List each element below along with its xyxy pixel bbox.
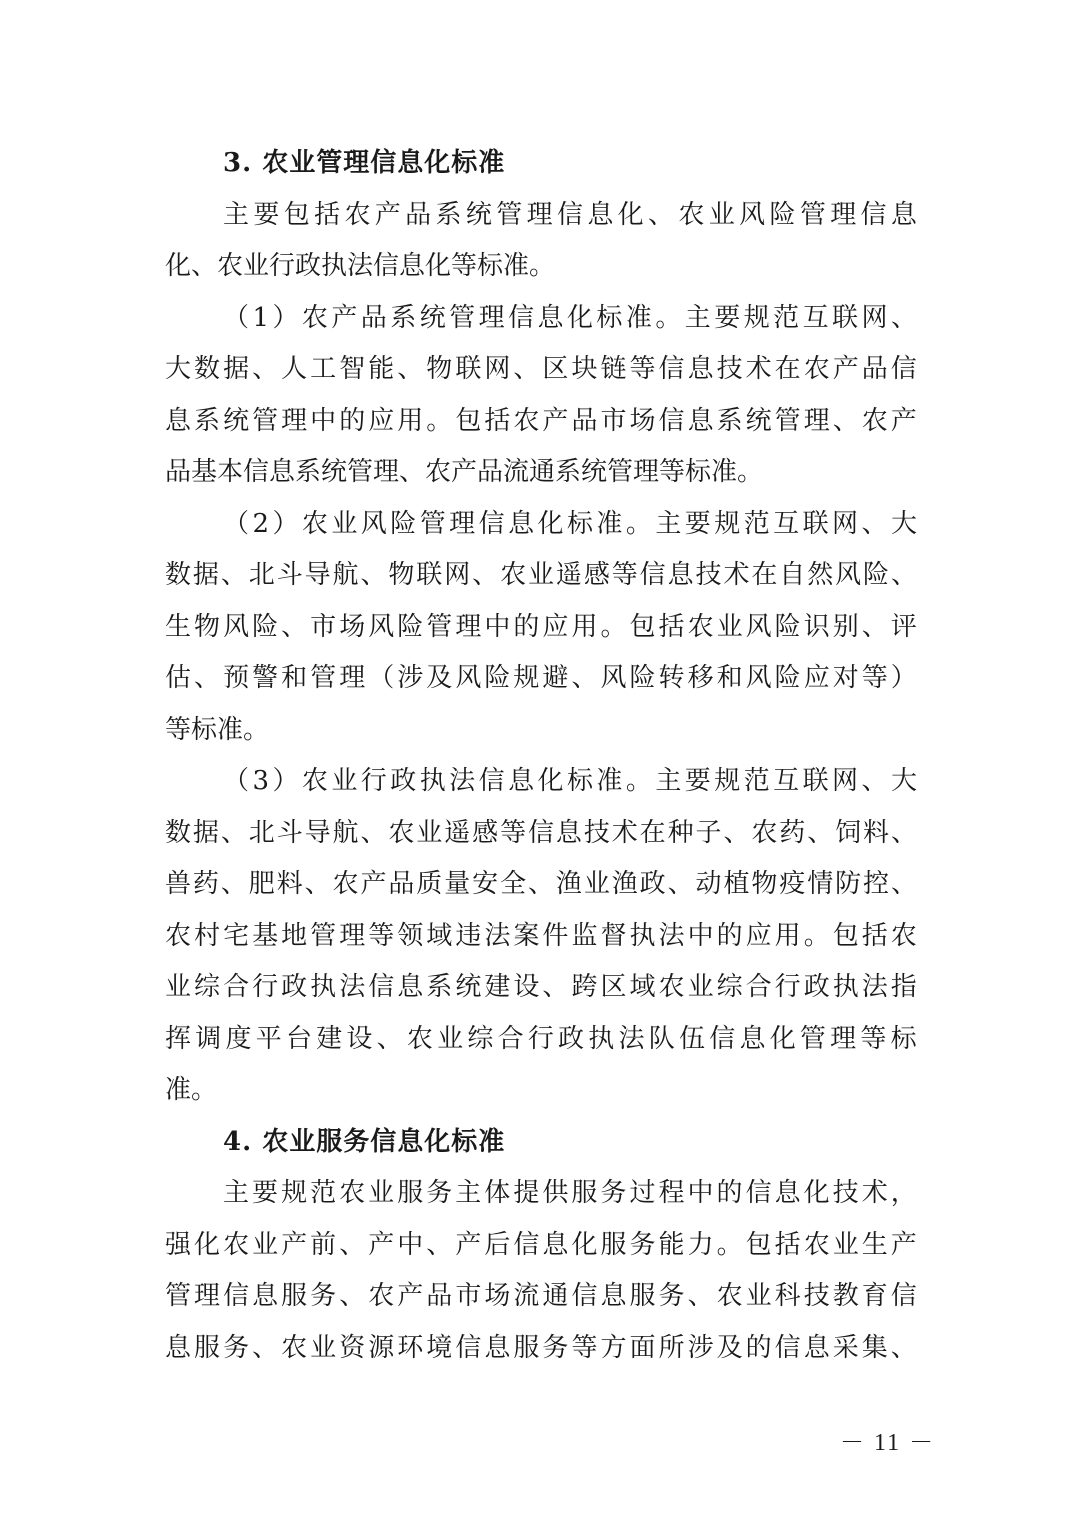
paragraph-line: 化、农业行政执法信息化等标准。 bbox=[165, 251, 556, 281]
paragraph-line: 农 村 宅 基 地 管 理 等 领 域 违 法 案 件 监 督 执 法 中 的 应 用 。 包 括 农 bbox=[165, 920, 917, 951]
paragraph-line: 挥 调 度 平 台 建 设 、 农 业 综 合 行 政 执 法 队 伍 信 息 化 管 理 等 标 bbox=[165, 1023, 917, 1054]
paragraph-line: 管 理 信 息 服 务 、 农 产 品 市 场 流 通 信 息 服 务 、 农 业 科 技 教 育 信 bbox=[165, 1281, 917, 1311]
paragraph-line: 准。 bbox=[165, 1075, 218, 1105]
paragraph-line: 主 要 包 括 农 产 品 系 统 管 理 信 息 化 、 农 业 风 险 管 理 信 息 bbox=[223, 199, 917, 230]
paragraph-line: 主 要 规 范 农 业 服 务 主 体 提 供 服 务 过 程 中 的 信 息 化 技 术 ， bbox=[223, 1178, 917, 1208]
page-number: － 11 － bbox=[840, 1430, 936, 1456]
paragraph-line: 数 据 、 北 斗 导 航 、 农 业 遥 感 等 信 息 技 术 在 种 子 、 农 药 、 饲 料 、 bbox=[165, 817, 917, 848]
paragraph-line: 品基本信息系统管理、农产品流通系统管理等标准。 bbox=[165, 457, 764, 487]
paragraph-line: 息 系 统 管 理 中 的 应 用 。 包 括 农 产 品 市 场 信 息 系 统 管 理 、 农 产 bbox=[165, 405, 917, 436]
paragraph-line: 估 、 预 警 和 管 理 （ 涉 及 风 险 规 避 、 风 险 转 移 和 风 险 应 对 等 ） bbox=[165, 663, 917, 693]
paragraph-line: 生 物 风 险 、 市 场 风 险 管 理 中 的 应 用 。 包 括 农 业 风 险 识 别 、 评 bbox=[165, 611, 917, 642]
paragraph-line: 强 化 农 业 产 前 、 产 中 、 产 后 信 息 化 服 务 能 力 。 包 括 农 业 生 产 bbox=[165, 1229, 917, 1260]
paragraph-line: 大 数 据 、 人 工 智 能 、 物 联 网 、 区 块 链 等 信 息 技 术 在 农 产 品 信 bbox=[165, 354, 917, 384]
section-heading: 3. 农业管理信息化标准 bbox=[223, 148, 506, 178]
paragraph-line: （ 3 ） 农 业 行 政 执 法 信 息 化 标 准 。 主 要 规 范 互 联 网 、 大 bbox=[223, 766, 917, 796]
paragraph-line: 数 据 、 北 斗 导 航 、 物 联 网 、 农 业 遥 感 等 信 息 技 术 在 自 然 风 险 、 bbox=[165, 560, 917, 590]
paragraph-line: 息 服 务 、 农 业 资 源 环 境 信 息 服 务 等 方 面 所 涉 及 的 信 息 采 集 、 bbox=[165, 1332, 917, 1363]
section-heading: 4. 农业服务信息化标准 bbox=[223, 1126, 506, 1157]
paragraph-line: （ 2 ） 农 业 风 险 管 理 信 息 化 标 准 。 主 要 规 范 互 联 网 、 大 bbox=[223, 508, 917, 539]
paragraph-line: （ 1 ） 农 产 品 系 统 管 理 信 息 化 标 准 。 主 要 规 范 互 联 网 、 bbox=[223, 302, 917, 333]
paragraph-line: 兽 药 、 肥 料 、 农 产 品 质 量 安 全 、 渔 业 渔 政 、 动 植 物 疫 情 防 控 、 bbox=[165, 869, 917, 899]
paragraph-line: 业 综 合 行 政 执 法 信 息 系 统 建 设 、 跨 区 域 农 业 综 合 行 政 执 法 指 bbox=[165, 972, 917, 1002]
document-body bbox=[165, 138, 917, 1374]
paragraph-line: 等标准。 bbox=[165, 714, 270, 745]
